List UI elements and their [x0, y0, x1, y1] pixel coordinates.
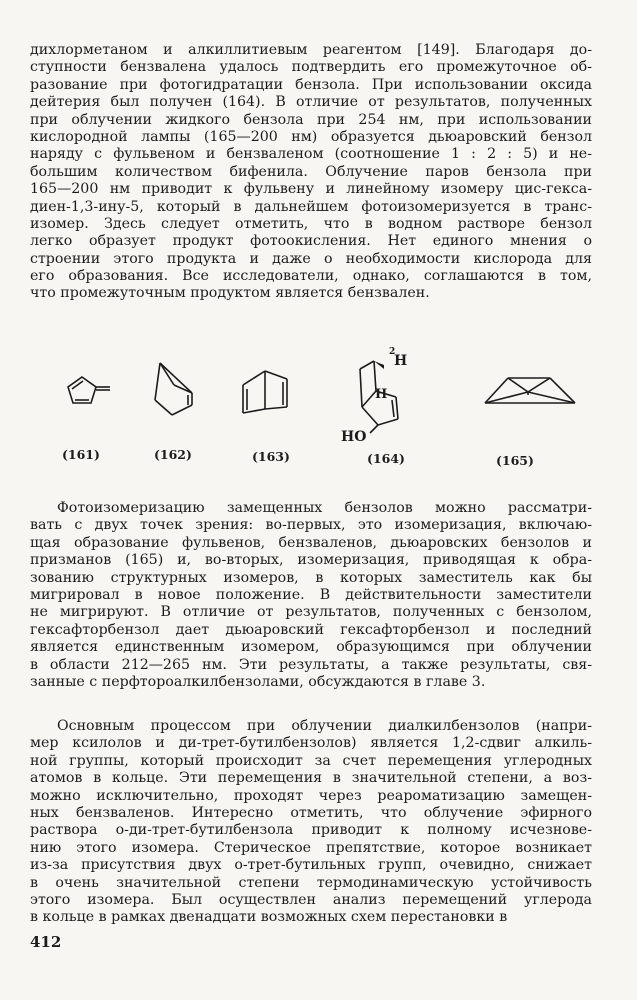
text-line: дейтерия был получен (164). В отличие от результатов, полученных: [30, 94, 592, 111]
paragraph-2: [30, 500, 592, 691]
text-line: ступности бензвалена удалось подтвердить его промежуточное об-: [30, 59, 592, 76]
text-line: можно исключительно, проходят через реароматизацию замещен-: [30, 787, 592, 804]
prismane-structure-icon: [480, 375, 580, 420]
text-line: мер ксилолов и ди-трет-бутилбензолов) является 1,2-сдвиг алкиль-: [30, 735, 592, 752]
text-line: в очень значительной степени термодинамическую устойчивость: [30, 874, 592, 891]
text-line: строении этого продукта и даже о необходимости кислорода для: [30, 250, 592, 267]
text-line: из-за присутствия двух о-трет-бутильных групп, очевидно, снижает: [30, 857, 592, 874]
text-line: нию этого изомера. Стерическое препятствие, которое возникает: [30, 839, 592, 856]
figure-label-164: (164): [367, 451, 405, 466]
text-line: при облучении жидкого бензола при 254 нм, при использовании: [30, 111, 592, 128]
structure-figures: [30, 345, 600, 475]
hydrogen-label: H: [375, 387, 388, 402]
text-line: кислородной лампы (165—200 нм) образуется дьюаровский бензол: [30, 128, 592, 145]
paragraph-3: [30, 718, 592, 927]
text-line: в области 212—265 нм. Эти результаты, а также результаты, свя-: [30, 656, 592, 673]
text-line: легко образует продукт фотоокисления. Нет единого мнения о: [30, 233, 592, 250]
text-line: не мигрируют. В отличие от результатов, полученных с бензолом,: [30, 604, 592, 621]
text-line: что промежуточным продуктом является бензвален.: [30, 285, 430, 302]
text-line: Основным процессом при облучении диалкилбензолов (напри-: [57, 718, 592, 734]
text-line: гексафторбензол дает дьюаровский гексафторбензол и последний: [30, 621, 592, 638]
figure-label-163: (163): [252, 449, 290, 464]
text-line: зованию структурных изомеров, в которых заместитель как бы: [30, 569, 592, 586]
figure-label-165: (165): [496, 453, 534, 468]
dewar-benzene-structure-icon: [235, 367, 305, 422]
text-line: в кольце в рамках двенадцати возможных схем перестановки в: [30, 909, 508, 926]
page-number: 412: [30, 933, 62, 951]
text-line: диен-1,3-ину-5, который в дальнейшем фотоизомеризуется в транс-: [30, 198, 592, 215]
hydroxyl-label: HO: [341, 429, 367, 445]
text-line: этого изомера. Был осуществлен анализ перемещений углерода: [30, 891, 592, 908]
text-line: ных бензваленов. Интересно отметить, что облучение эфирного: [30, 804, 592, 821]
text-line: 165—200 нм приводит к фульвену и линейному изомеру цис-гекса-: [30, 181, 592, 198]
text-line: раствора о-ди-трет-бутилбензола приводит к полному исчезнове-: [30, 822, 592, 839]
text-line: атомов в кольце. Эти перемещения в значительной степени, а воз-: [30, 770, 592, 787]
deuterium-mass-label: 2: [389, 347, 396, 357]
deuterium-label: H: [394, 353, 408, 369]
text-line: дихлорметаном и алкиллитиевым реагентом [149]. Благодаря до-: [30, 42, 592, 58]
benzvalene-structure-icon: [150, 355, 210, 430]
text-line: изомер. Здесь следует отметить, что в водном растворе бензол: [30, 215, 592, 232]
text-line: Фотоизомеризацию замещенных бензолов можно рассматри-: [57, 500, 592, 516]
text-line: его образования. Все исследователи, однако, соглашаются в том,: [30, 268, 592, 285]
figure-label-162: (162): [154, 447, 192, 462]
text-line: призманов (165) и, во-вторых, изомеризация, приводящая к обра-: [30, 552, 592, 569]
text-line: наряду с фульвеном и бензваленом (соотношение 1 : 2 : 5) и не-: [30, 146, 592, 163]
text-line: большим количеством бифенила. Облучение паров бензола при: [30, 163, 592, 180]
fulvene-structure-icon: [62, 373, 122, 413]
text-line: щая образование фульвенов, бензваленов, дьюаровских бензолов и: [30, 534, 592, 551]
text-line: вать с двух точек зрения: во-первых, это изомеризация, включаю-: [30, 517, 592, 534]
text-line: занные с перфтороалкилбензолами, обсуждаются в главе 3.: [30, 673, 486, 690]
paragraph-1: [30, 42, 592, 303]
text-line: ной группы, который происходит за счет перемещения углеродных: [30, 752, 592, 769]
text-line: является единственным изомером, образующимся при облучении: [30, 639, 592, 656]
text-line: разование при фотогидратации бензола. При использовании оксида: [30, 76, 592, 93]
text-line: мигрировал в новое положение. В действительности заместители: [30, 586, 592, 603]
figure-label-161: (161): [62, 447, 100, 462]
